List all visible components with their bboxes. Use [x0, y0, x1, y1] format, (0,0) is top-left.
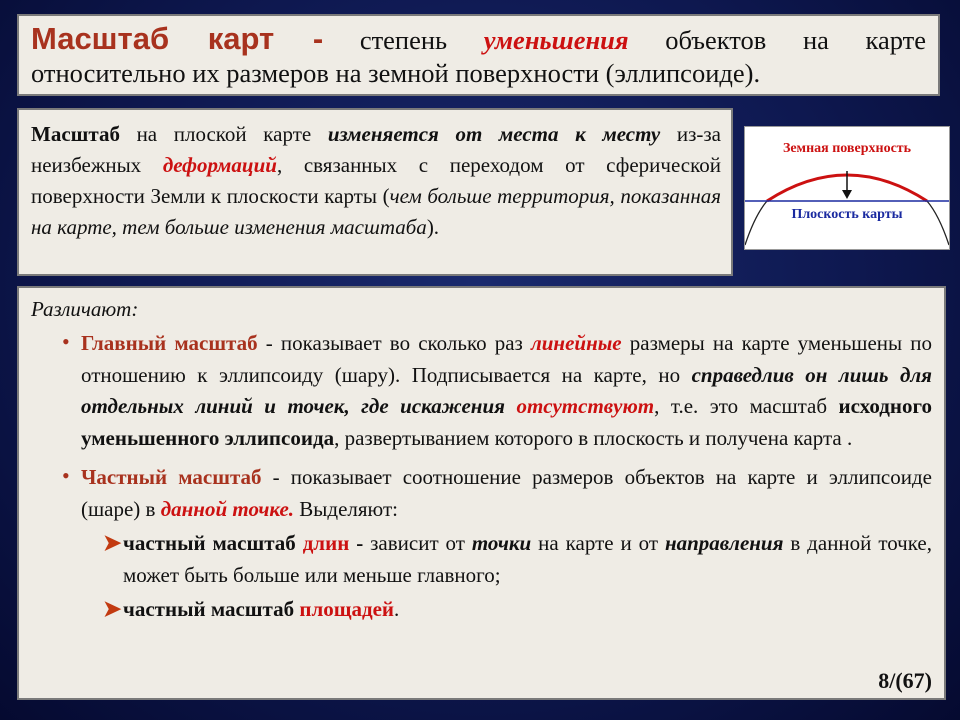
s1-text-8: в данной точке, может быть больше или меньше главного; [123, 531, 932, 587]
intro-label: Различают: [31, 297, 139, 321]
b1-linear: линейные [530, 331, 622, 355]
mid-text-8: ). [426, 215, 440, 239]
mid-emphasis: изменяется от места к месту [327, 122, 661, 146]
s1-length: длин [302, 531, 350, 555]
mid-deformations: деформаций [162, 153, 277, 177]
mid-box [17, 108, 733, 276]
mid-text-6: , связанных с переходом от сферической поверхности Земли к плоскости карты ( [31, 153, 721, 208]
s2-text-3: . [394, 597, 400, 621]
main-box [17, 286, 946, 700]
title-term: Масштаб карт - [31, 21, 324, 56]
b1-text-9: , развертыванием которого в плоскость и получена карта . [334, 425, 853, 450]
title-text-pre: степень [359, 25, 448, 55]
b2-text-4: Выделяют: [294, 496, 398, 521]
sub-area-scale [31, 593, 932, 625]
s1-direction: направления [664, 531, 784, 555]
title-text-post: объектов на карте [665, 25, 927, 55]
title-emphasis: уменьшения [483, 25, 629, 55]
page-number: 8/(67) [878, 668, 932, 693]
mid-italic-note: чем больше территория, показанная на карте, тем больше изменения масштаба [31, 184, 721, 239]
mid-text [31, 119, 721, 243]
b1-emphasis: справедлив он лишь для отдельных линий и точек, где искажения [81, 362, 932, 418]
chevron-right-icon: ➤ [103, 530, 122, 555]
partial-scale-term: Частный масштаб [81, 465, 262, 489]
mid-term: Масштаб [31, 122, 120, 146]
s2-area: площадей [299, 597, 395, 621]
b1-text-2: - показывает во сколько раз [257, 331, 531, 355]
b2-given-point: данной точке. [160, 496, 295, 521]
b1-ellipsoid: исходного уменьшенного эллипсоида [81, 394, 933, 450]
s1-text-1: частный масштаб [123, 531, 303, 555]
s1-text-4: зависит от [370, 531, 472, 555]
chevron-right-icon: ➤ [103, 596, 122, 621]
s1-point: точки [471, 531, 532, 555]
surface-plane-diagram [744, 126, 950, 250]
sub-length-scale [31, 527, 932, 591]
s1-dash: - [349, 531, 371, 555]
b1-text-7: , т.е. это масштаб [654, 394, 839, 418]
projection-arrow-head [842, 190, 852, 199]
title-line-2: относительно их размеров на земной поверхности (эллипсоиде). [31, 58, 761, 88]
plane-label: Плоскость карты [791, 207, 903, 222]
main-scale-term: Главный масштаб [81, 331, 258, 355]
mid-text-4: из-за неизбежных [31, 122, 722, 177]
b1-text-4: размеры на карте уменьшены по отношению к эллипсоиду (шару). Подписывается на карте, но [81, 331, 933, 387]
title-box [17, 14, 940, 96]
bullet-partial-scale [31, 462, 932, 525]
s1-text-6: на карте и от [531, 531, 665, 555]
b1-absent: отсутствуют [516, 394, 655, 418]
b2-text-2: - показывает соотношение размеров объектов на карте и эллипсоиде (шаре) в [81, 465, 932, 521]
title-line-1 [31, 22, 926, 57]
mid-text-2: на плоской карте [136, 122, 312, 146]
surface-label: Земная поверхность [782, 141, 912, 156]
bullet-dot: • [62, 329, 70, 354]
bullet-main-scale [31, 328, 932, 454]
s2-text-1: частный масштаб [123, 597, 300, 621]
bullet-dot: • [62, 463, 70, 488]
